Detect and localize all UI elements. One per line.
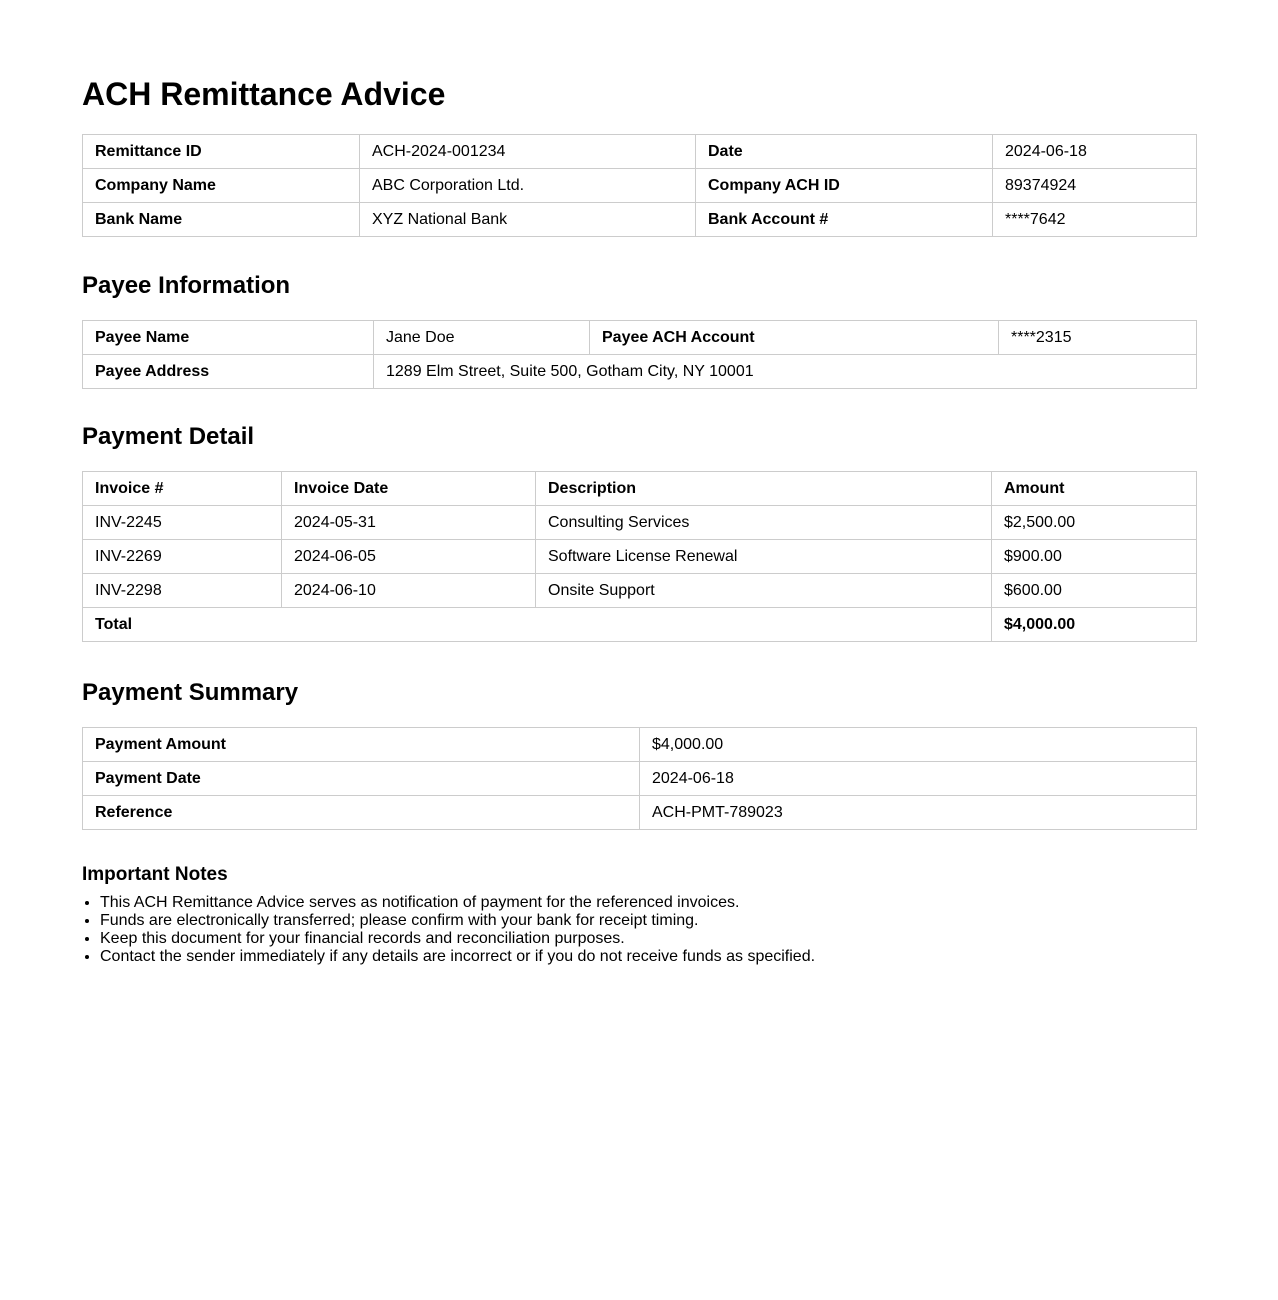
payee-name-value: Jane Doe [374, 321, 590, 355]
payee-table [82, 320, 1197, 389]
company-ach-id-value: 89374924 [993, 169, 1197, 203]
table-row [83, 355, 1197, 389]
invoice-number: INV-2245 [83, 506, 282, 540]
total-label: Total [83, 608, 992, 642]
bank-name-label: Bank Name [83, 203, 360, 237]
table-row [83, 506, 1197, 540]
total-row [83, 608, 1197, 642]
table-row [83, 321, 1197, 355]
column-header-amount: Amount [992, 472, 1197, 506]
list-item: • Contact the sender immediately if any details are incorrect or if you do not receive funds as specified. [100, 948, 815, 966]
total-amount: $4,000.00 [992, 608, 1197, 642]
notes-list [82, 894, 815, 966]
payment-amount-value: $4,000.00 [640, 728, 1197, 762]
table-header-row [83, 472, 1197, 506]
list-item: • Funds are electronically transferred; please confirm with your bank for receipt timing. [100, 912, 815, 930]
date-label: Date [696, 135, 993, 169]
important-notes-heading: Important Notes [82, 864, 228, 885]
column-header-invoice-date: Invoice Date [282, 472, 536, 506]
payee-address-value: 1289 Elm Street, Suite 500, Gotham City, NY 10001 [374, 355, 1197, 389]
payment-detail-table [82, 471, 1197, 642]
remittance-id-value: ACH-2024-001234 [360, 135, 696, 169]
table-row [83, 728, 1197, 762]
page-title: ACH Remittance Advice [82, 76, 446, 112]
invoice-description: Consulting Services [536, 506, 992, 540]
table-row [83, 135, 1197, 169]
list-item: • Keep this document for your financial records and reconciliation purposes. [100, 930, 815, 948]
remittance-id-label: Remittance ID [83, 135, 360, 169]
invoice-number: INV-2298 [83, 574, 282, 608]
table-row [83, 203, 1197, 237]
payment-date-label: Payment Date [83, 762, 640, 796]
bank-account-value: ****7642 [993, 203, 1197, 237]
company-ach-id-label: Company ACH ID [696, 169, 993, 203]
company-name-label: Company Name [83, 169, 360, 203]
invoice-number: INV-2269 [83, 540, 282, 574]
table-row [83, 540, 1197, 574]
bank-account-label: Bank Account # [696, 203, 993, 237]
invoice-amount: $2,500.00 [992, 506, 1197, 540]
invoice-amount: $600.00 [992, 574, 1197, 608]
list-item: • This ACH Remittance Advice serves as notification of payment for the referenced invoices. [100, 894, 815, 912]
payment-date-value: 2024-06-18 [640, 762, 1197, 796]
bank-name-value: XYZ National Bank [360, 203, 696, 237]
remittance-header-table [82, 134, 1197, 237]
payee-address-label: Payee Address [83, 355, 374, 389]
invoice-date: 2024-06-10 [282, 574, 536, 608]
payee-name-label: Payee Name [83, 321, 374, 355]
payment-amount-label: Payment Amount [83, 728, 640, 762]
table-row [83, 574, 1197, 608]
table-row [83, 169, 1197, 203]
reference-label: Reference [83, 796, 640, 830]
invoice-description: Onsite Support [536, 574, 992, 608]
payment-summary-table [82, 727, 1197, 830]
table-row [83, 796, 1197, 830]
invoice-amount: $900.00 [992, 540, 1197, 574]
column-header-invoice-number: Invoice # [83, 472, 282, 506]
payee-section-heading: Payee Information [82, 272, 291, 299]
payee-ach-account-label: Payee ACH Account [590, 321, 999, 355]
reference-value: ACH-PMT-789023 [640, 796, 1197, 830]
invoice-date: 2024-06-05 [282, 540, 536, 574]
company-name-value: ABC Corporation Ltd. [360, 169, 696, 203]
invoice-date: 2024-05-31 [282, 506, 536, 540]
payment-detail-heading: Payment Detail [82, 423, 255, 450]
invoice-description: Software License Renewal [536, 540, 992, 574]
payment-summary-heading: Payment Summary [82, 679, 299, 706]
table-row [83, 762, 1197, 796]
payee-ach-account-value: ****2315 [999, 321, 1197, 355]
column-header-description: Description [536, 472, 992, 506]
date-value: 2024-06-18 [993, 135, 1197, 169]
